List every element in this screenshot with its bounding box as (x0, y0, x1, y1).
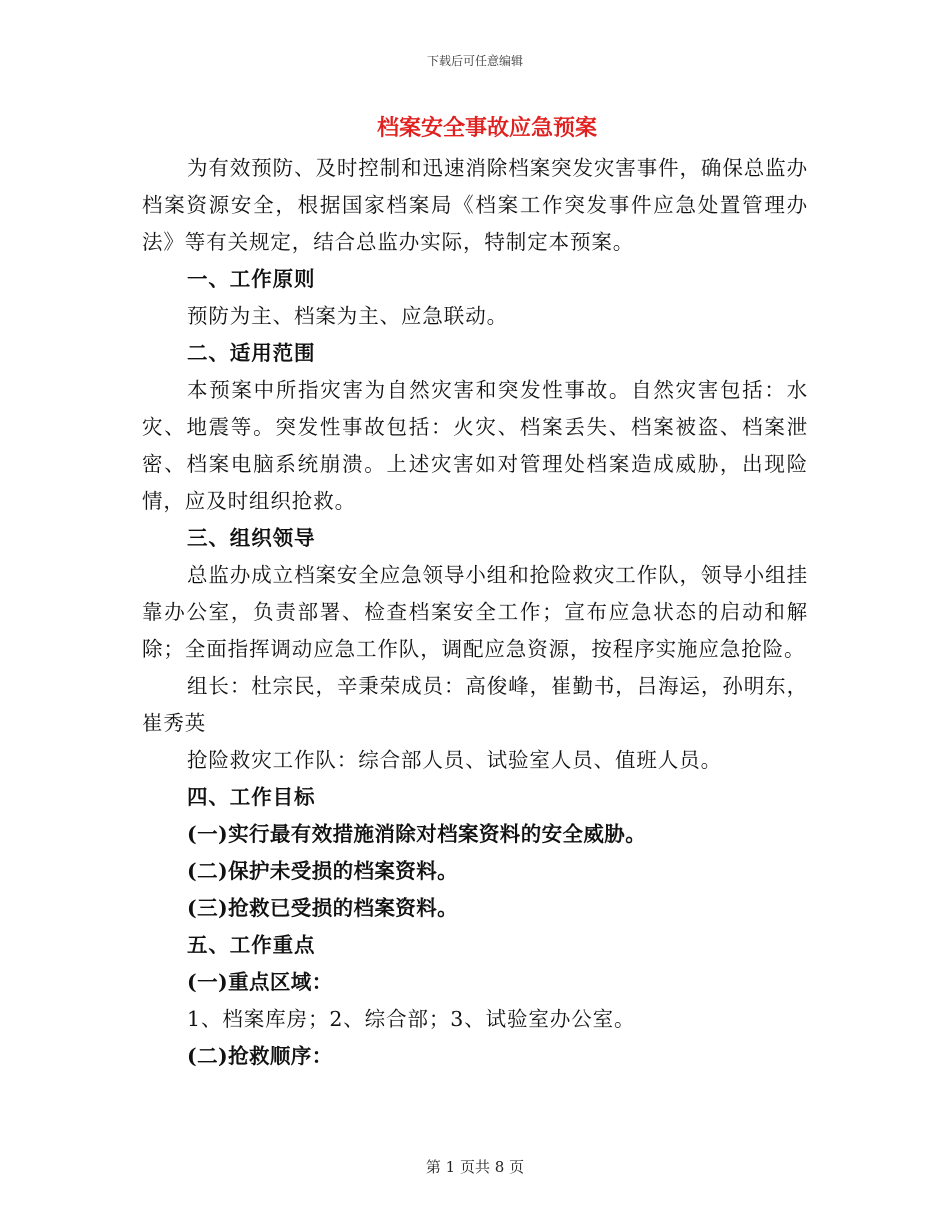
section-1-heading: 一、工作原则 (187, 267, 316, 291)
section-4-heading: 四、工作目标 (187, 785, 316, 809)
section-4-item-1: (一)实行最有效措施消除对档案资料的安全威胁。 (187, 822, 647, 846)
section-5-sub-1-body: 1、档案库房；2、综合部；3、试验室办公室。 (187, 1007, 636, 1031)
section-2-body: 本预案中所指灾害为自然灾害和突发性事故。自然灾害包括：水灾、地震等。突发性事故包括：火灾、档案丢失、档案被盗、档案泄密、档案电脑系统崩溃。上述灾害如对管理处档案造成威胁，出现险情，应及时组织抢救。 (142, 378, 808, 513)
document-body (142, 108, 808, 1075)
section-3-heading: 三、组织领导 (187, 526, 316, 550)
section-1-body: 预防为主、档案为主、应急联动。 (187, 304, 508, 328)
page-number: 第 1 页共 8 页 (425, 1158, 525, 1176)
section-3-members: 组长：杜宗民，辛秉荣成员：高俊峰，崔勤书，吕海运，孙明东，崔秀英 (142, 674, 808, 735)
intro-paragraph: 为有效预防、及时控制和迅速消除档案突发灾害事件，确保总监办档案资源安全，根据国家档案局《档案工作突发事件应急处置管理办法》等有关规定，结合总监办实际，特制定本预案。 (142, 156, 808, 254)
section-5-sub-1-heading: (一)重点区域： (187, 970, 333, 994)
section-4-item-3: (三)抢救已受损的档案资料。 (187, 896, 458, 920)
section-4-item-2: (二)保护未受损的档案资料。 (187, 859, 458, 883)
section-5-heading: 五、工作重点 (187, 933, 316, 957)
section-3-team: 抢险救灾工作队：综合部人员、试验室人员、值班人员。 (187, 748, 722, 772)
section-3-body: 总监办成立档案安全应急领导小组和抢险救灾工作队，领导小组挂靠办公室，负责部署、检查档案安全工作；宣布应急状态的启动和解除；全面指挥调动应急工作队，调配应急资源，按程序实施应急抢险。 (142, 563, 808, 661)
document-title: 档案安全事故应急预案 (376, 115, 597, 141)
page-header: 下载后可任意编辑 (426, 54, 523, 68)
section-2-heading: 二、适用范围 (187, 341, 316, 365)
section-5-sub-2-heading: (二)抢救顺序： (187, 1044, 333, 1068)
